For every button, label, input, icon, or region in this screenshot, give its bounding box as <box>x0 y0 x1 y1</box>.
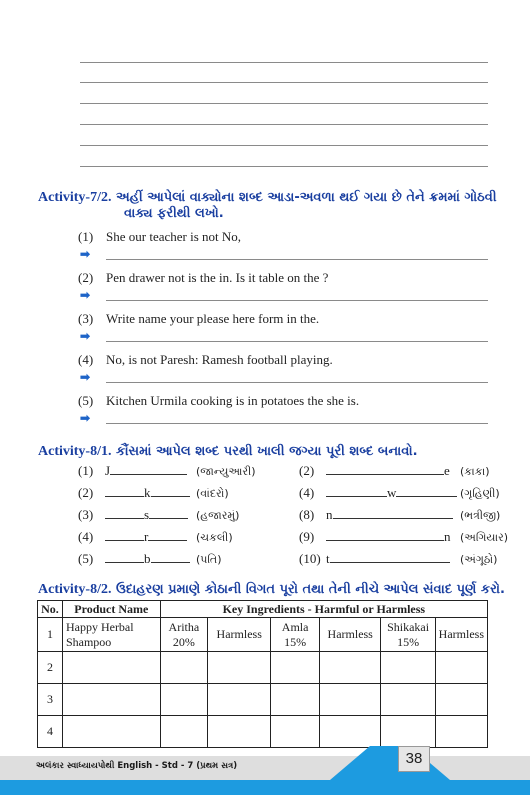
question-number: (2) <box>78 270 94 285</box>
arrow-icon: ➡ <box>80 288 91 302</box>
word-fill-item <box>78 507 239 523</box>
word-fill-item <box>299 551 497 567</box>
activity-label: Activity-8/1. <box>38 444 112 459</box>
instruction-text: ઉદાહરણ પ્રમાણે કોઠાની વિગત પૂરો તથા તેની નીચે આપેલ સંવાદ પૂર્ણ કરો. <box>116 582 505 597</box>
writing-line[interactable] <box>80 124 488 125</box>
ingredient-cell <box>271 618 320 652</box>
blank-line[interactable] <box>105 552 144 563</box>
answer-line[interactable] <box>106 423 488 424</box>
row-number: 2 <box>38 652 63 684</box>
blank-cell[interactable] <box>319 684 381 716</box>
given-letter: b <box>144 551 151 566</box>
activity-7-2-title <box>38 190 497 205</box>
word-blank[interactable] <box>326 551 456 567</box>
blank-cell[interactable] <box>160 684 207 716</box>
question-text: She our teacher is not No, <box>106 229 242 244</box>
instruction-text: કૌંસમાં આપેલ શબ્દ પરથી ખાલી જગ્યા પૂરી શબ્દ બનાવો. <box>116 444 418 459</box>
given-letter: s <box>144 507 150 522</box>
word-fill-item <box>299 529 508 545</box>
hint-text: (ચકલી) <box>196 531 233 544</box>
item-number: (8) <box>299 507 315 522</box>
blank-cell[interactable] <box>62 652 160 684</box>
table-row <box>38 652 488 684</box>
hint-text: (કાકા) <box>460 465 490 478</box>
activity-7-2-title-line2: વાક્ય ફરીથી લખો. <box>124 206 224 221</box>
answer-line[interactable] <box>106 341 488 342</box>
hint-text: (જાન્યુઆરી) <box>196 465 256 478</box>
word-blank[interactable] <box>105 551 192 567</box>
arrow-icon: ➡ <box>80 247 91 261</box>
blank-cell[interactable] <box>381 652 435 684</box>
header-key-ingredients: Key Ingredients - Harmful or Harmless <box>160 601 487 618</box>
word-blank[interactable] <box>105 485 192 501</box>
word-fill-item <box>299 507 500 523</box>
blank-cell[interactable] <box>160 652 207 684</box>
blank-cell[interactable] <box>160 716 207 748</box>
page-number: 38 <box>398 746 430 772</box>
question-item <box>78 229 241 245</box>
word-fill-item <box>78 551 222 567</box>
question-number: (1) <box>78 229 94 244</box>
blank-cell[interactable] <box>271 716 320 748</box>
item-number: (2) <box>78 485 94 500</box>
ingredient-name: Amla <box>281 619 309 634</box>
arrow-icon: ➡ <box>80 370 91 384</box>
blank-line[interactable] <box>326 530 444 541</box>
blank-cell[interactable] <box>381 684 435 716</box>
blank-line[interactable] <box>105 530 144 541</box>
question-text: Write name your please here form in the. <box>106 311 320 326</box>
hint-text: (અંગૂઠો) <box>460 553 498 566</box>
activity-8-2-title <box>38 582 505 597</box>
blank-cell[interactable] <box>208 652 271 684</box>
status-cell: Harmless <box>319 618 381 652</box>
given-letter: r <box>144 529 149 544</box>
blank-line[interactable] <box>333 508 453 519</box>
blank-cell[interactable] <box>435 716 487 748</box>
blank-line[interactable] <box>326 464 444 475</box>
status-cell: Harmless <box>435 618 487 652</box>
question-item <box>78 311 319 327</box>
word-blank[interactable] <box>105 463 192 479</box>
question-item <box>78 393 359 409</box>
word-blank[interactable] <box>105 507 192 523</box>
arrow-icon: ➡ <box>80 411 91 425</box>
writing-line[interactable] <box>80 166 488 167</box>
table-header-row <box>38 601 488 618</box>
row-number: 1 <box>38 618 63 652</box>
given-letter: w <box>387 485 397 500</box>
item-number: (5) <box>78 551 94 566</box>
word-fill-item <box>299 485 500 501</box>
item-number: (10) <box>299 551 321 566</box>
word-blank[interactable] <box>326 485 456 501</box>
question-text: No, is not Paresh: Ramesh football playing. <box>106 352 333 367</box>
blank-cell[interactable] <box>271 684 320 716</box>
product-name-cell <box>62 618 160 652</box>
ingredient-name: Shikakai <box>387 619 430 634</box>
word-fill-item <box>299 463 490 479</box>
item-number: (3) <box>78 507 94 522</box>
hint-text: (ગૃહિણી) <box>460 487 500 500</box>
row-number: 4 <box>38 716 63 748</box>
blank-line[interactable] <box>330 552 450 563</box>
hint-text: (અગિયાર) <box>460 531 509 544</box>
word-blank[interactable] <box>326 507 456 523</box>
ingredients-table <box>37 600 488 748</box>
answer-line[interactable] <box>106 382 488 383</box>
header-product-name: Product Name <box>62 601 160 618</box>
question-text: Pen drawer not is the in. Is it table on the ? <box>106 270 329 285</box>
footer-text: અલંકાર સ્વાધ્યાયપોથી English - Std - 7 (પ્રથમ સત્ર) <box>36 761 238 771</box>
blank-line[interactable] <box>151 486 190 497</box>
item-number: (1) <box>78 463 94 478</box>
blank-cell[interactable] <box>381 716 435 748</box>
hint-text: (હજારમું) <box>196 509 240 522</box>
hint-text: (વાંદરો) <box>196 487 229 500</box>
given-letter: t <box>326 551 330 566</box>
word-blank[interactable] <box>105 529 192 545</box>
blank-line[interactable] <box>148 530 187 541</box>
page-tab-shape <box>330 744 450 780</box>
ingredient-cell <box>381 618 435 652</box>
hint-text: (પતિ) <box>196 553 222 566</box>
activity-8-1-title <box>38 444 418 459</box>
blank-line[interactable] <box>326 486 387 497</box>
blank-cell[interactable] <box>435 684 487 716</box>
given-letter: n <box>444 529 451 544</box>
product-name-line: Happy Herbal <box>65 619 134 634</box>
blank-line[interactable] <box>149 508 188 519</box>
arrow-icon: ➡ <box>80 329 91 343</box>
question-number: (5) <box>78 393 94 408</box>
given-letter: k <box>144 485 151 500</box>
question-text: Kitchen Urmila cooking is in potatoes the she is. <box>106 393 360 408</box>
blank-cell[interactable] <box>62 716 160 748</box>
status-cell: Harmless <box>208 618 271 652</box>
footer-stripe <box>0 780 530 795</box>
product-name-line: Shampoo <box>65 634 112 649</box>
blank-cell[interactable] <box>319 716 381 748</box>
ingredient-percent: 15% <box>284 634 307 649</box>
word-blank[interactable] <box>326 529 456 545</box>
row-number: 3 <box>38 684 63 716</box>
table-row <box>38 618 488 652</box>
ingredient-name: Aritha <box>168 619 200 634</box>
blank-line[interactable] <box>110 464 187 475</box>
word-fill-item <box>78 529 233 545</box>
ingredient-percent: 20% <box>172 634 195 649</box>
question-item <box>78 352 333 368</box>
blank-line[interactable] <box>105 486 144 497</box>
activity-label: Activity-8/2. <box>38 582 112 597</box>
answer-line[interactable] <box>106 300 488 301</box>
question-number: (4) <box>78 352 94 367</box>
hint-text: (ભત્રીજી) <box>460 509 501 522</box>
given-letter: n <box>326 507 333 522</box>
table-row <box>38 716 488 748</box>
item-number: (4) <box>78 529 94 544</box>
activity-label: Activity-7/2. <box>38 190 112 205</box>
word-fill-item <box>78 463 256 479</box>
item-number: (9) <box>299 529 315 544</box>
blank-cell[interactable] <box>319 652 381 684</box>
ingredient-percent: 15% <box>397 634 420 649</box>
given-letter: e <box>444 463 450 478</box>
writing-line[interactable] <box>80 62 488 63</box>
given-letter: J <box>105 463 111 478</box>
blank-cell[interactable] <box>435 652 487 684</box>
item-number: (4) <box>299 485 315 500</box>
blank-line[interactable] <box>151 552 190 563</box>
item-number: (2) <box>299 463 315 478</box>
blank-line[interactable] <box>105 508 144 519</box>
blank-cell[interactable] <box>62 684 160 716</box>
answer-line[interactable] <box>106 259 488 260</box>
ingredient-cell <box>160 618 207 652</box>
writing-line[interactable] <box>80 103 488 104</box>
question-number: (3) <box>78 311 94 326</box>
writing-line[interactable] <box>80 145 488 146</box>
question-item <box>78 270 328 286</box>
word-fill-item <box>78 485 229 501</box>
blank-cell[interactable] <box>208 716 271 748</box>
table-row <box>38 684 488 716</box>
blank-cell[interactable] <box>208 684 271 716</box>
blank-line[interactable] <box>396 486 457 497</box>
instruction-text: અહીં આપેલાં વાક્યોના શબ્દ આડા-અવળા થઈ ગયા છે તેને ક્રમમાં ગોઠવી <box>116 190 497 205</box>
word-blank[interactable] <box>326 463 456 479</box>
writing-line[interactable] <box>80 82 488 83</box>
header-no: No. <box>38 601 63 618</box>
blank-cell[interactable] <box>271 652 320 684</box>
